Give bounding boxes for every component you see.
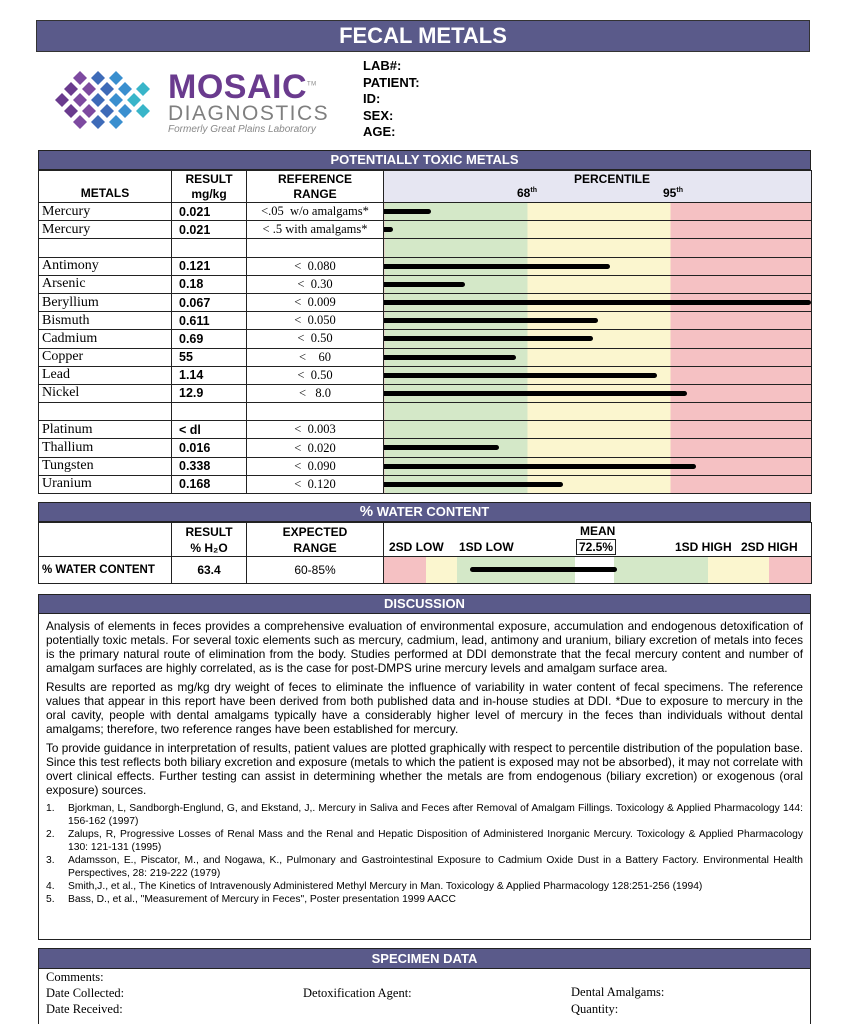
metal-reference: < 0.30 (247, 275, 384, 293)
p68-label: 68th (517, 186, 537, 200)
result-bar (384, 300, 811, 305)
result-bar (384, 391, 687, 396)
mean-label: MEAN (580, 524, 616, 538)
report-title: FECAL METALS (36, 20, 810, 52)
scale-1sd-low: 1SD LOW (459, 540, 514, 554)
metal-reference: <.05 w/o amalgams* (247, 203, 384, 221)
water-expected-header: EXPECTED RANGE (247, 523, 384, 557)
metal-reference: < .5 with amalgams* (247, 221, 384, 239)
result-bar (384, 336, 593, 341)
dental-amalgams-label: Dental Amalgams: (571, 985, 665, 999)
reference-item: 3. Adamsson, E., Piscator, M., and Nogawa, K., Pulmonary and Gastrointestinal Exposure to Cadmium Oxide Dust in a Battery Factory. Environmental Health Perspectives, 28: 219-222 (1979) (46, 855, 803, 879)
metal-reference: < 0.50 (247, 330, 384, 348)
metal-row (39, 203, 812, 221)
reference-item: 5. Bass, D., et al., "Measurement of Mercury in Feces", Poster presentation 1999 AACC (46, 894, 456, 905)
mosaic-diamond-icon (50, 68, 162, 138)
reference-item: 2. Zalups, R, Progressive Losses of Renal Mass and the Renal and Hepatic Disposition of Administered Inorganic Mercury. Toxicology & Applied Pharmacology 130: 121-131 (1995) (46, 829, 803, 853)
logo-diamond (73, 93, 87, 107)
patient-info (363, 58, 420, 141)
water-bar-cell (384, 557, 812, 584)
result-bar (384, 209, 431, 214)
logo-diamond (109, 93, 123, 107)
mean-value: 72.5% (576, 539, 616, 555)
reference-item: 4. Smith,J., et al., The Kinetics of Intravenously Administered Methyl Mercury in Man. Toxicology & Applied Pharmacology 128:251-256 (1994) (46, 881, 703, 892)
quantity-label: Quantity: (571, 1002, 619, 1016)
metal-name: Thallium (39, 439, 172, 457)
metal-name: Mercury (39, 203, 172, 221)
metal-result: 0.016 (172, 439, 247, 457)
metal-row (39, 475, 812, 493)
metal-row (39, 221, 812, 239)
water-content-section (38, 502, 811, 584)
scale-2sd-low: 2SD LOW (389, 540, 444, 554)
metal-reference: < 0.50 (247, 366, 384, 384)
percentile-bar-cell (384, 275, 812, 293)
mosaic-logo (50, 68, 330, 138)
metal-result: 0.18 (172, 275, 247, 293)
logo-diamond (91, 93, 105, 107)
patient-label: PATIENT: (363, 74, 420, 90)
metal-row (39, 348, 812, 366)
metal-row (39, 275, 812, 293)
percentile-bar-cell (384, 475, 812, 493)
metal-reference (247, 239, 384, 257)
reference-item: 1. Bjorkman, L, Sandborgh-Englund, G, and Ekstand, J,. Mercury in Saliva and Feces after Removal of Amalgam Fillings. Toxicology & Applied Pharmacology 144: 156-162 (1997) (46, 803, 803, 827)
metal-reference: < 0.080 (247, 257, 384, 275)
toxic-metals-section (38, 150, 811, 495)
metal-result: 0.021 (172, 203, 247, 221)
metal-row (39, 293, 812, 311)
reference-list (46, 802, 803, 906)
logo-diamond (91, 115, 105, 129)
metal-result: 12.9 (172, 384, 247, 402)
metal-reference: < 8.0 (247, 384, 384, 402)
reference-col-header: REFERENCE RANGE (247, 171, 384, 203)
water-result-header: RESULT % H₂O (172, 523, 247, 557)
metal-name (39, 239, 172, 257)
metal-name: Nickel (39, 384, 172, 402)
percentile-bar-cell (384, 457, 812, 475)
metal-name: Bismuth (39, 312, 172, 330)
metal-result: 1.14 (172, 366, 247, 384)
discussion-body (39, 614, 810, 906)
result-bar (384, 464, 696, 469)
metal-reference (247, 403, 384, 421)
logo-diamond (136, 104, 150, 118)
water-content-header: % WATER CONTENT (38, 502, 811, 522)
water-result: 63.4 (172, 557, 247, 584)
specimen-data-section (38, 948, 811, 1024)
percentile-bar-cell (384, 312, 812, 330)
p95-label: 95th (663, 186, 683, 200)
metal-result: 0.021 (172, 221, 247, 239)
metal-result: 0.69 (172, 330, 247, 348)
metal-reference: < 0.090 (247, 457, 384, 475)
metal-row (39, 330, 812, 348)
metal-name: Uranium (39, 475, 172, 493)
logo-diamond (118, 104, 132, 118)
percentile-bar-cell (384, 384, 812, 402)
metal-reference: < 60 (247, 348, 384, 366)
logo-diamond (73, 115, 87, 129)
result-bar (384, 227, 393, 232)
percentile-bar-cell (384, 221, 812, 239)
water-scale-header (384, 523, 812, 557)
metal-row (39, 366, 812, 384)
percentile-bar-cell (384, 439, 812, 457)
metal-row (39, 312, 812, 330)
discussion-paragraph-1: Analysis of elements in feces provides a comprehensive evaluation of environmental exposure, accumulation and endogenous detoxification of potentially toxic metals. For several toxic elements such as mercury, cadmium, lead, antimony and uranium, biliary excretion of metals into feces is the primary natural route of elimination from the body. Studies performed at DDI demonstrate that the fecal mercury content and number of amalgam surfaces are highly correlated, as is the case for post-DMPS urine mercury levels and amalgam surface area. (46, 619, 803, 675)
logo-diamond (100, 82, 114, 96)
metal-reference: < 0.050 (247, 312, 384, 330)
metal-name: Arsenic (39, 275, 172, 293)
spacer-row (39, 239, 812, 257)
metal-row (39, 457, 812, 475)
logo-diamond (82, 82, 96, 96)
metal-name: Cadmium (39, 330, 172, 348)
metal-row (39, 439, 812, 457)
metal-reference: < 0.120 (247, 475, 384, 493)
logo-diamond (64, 82, 78, 96)
logo-subtitle: DIAGNOSTICS (168, 102, 330, 125)
percentile-label: PERCENTILE (574, 172, 651, 186)
water-row-label: % WATER CONTENT (39, 557, 172, 584)
metal-name: Beryllium (39, 293, 172, 311)
logo-diamond (100, 104, 114, 118)
water-blank-cell (39, 523, 172, 557)
date-collected-label: Date Collected: (46, 986, 125, 1000)
age-label: AGE: (363, 124, 396, 139)
result-bar (384, 355, 516, 360)
metal-reference: < 0.009 (247, 293, 384, 311)
scale-2sd-high: 2SD HIGH (741, 540, 798, 554)
result-col-header: RESULT mg/kg (172, 171, 247, 203)
id-label: ID: (363, 91, 381, 106)
result-bar (384, 445, 499, 450)
metal-result: 55 (172, 348, 247, 366)
specimen-data-header: SPECIMEN DATA (39, 949, 810, 969)
result-bar (384, 264, 610, 269)
discussion-header: DISCUSSION (39, 595, 810, 614)
logo-diamond (109, 71, 123, 85)
lab-number-label: LAB#: (363, 58, 402, 73)
metal-result (172, 403, 247, 421)
date-received-label: Date Received: (46, 1002, 123, 1016)
logo-name: MOSAIC™ (168, 68, 317, 106)
water-content-table (38, 522, 812, 584)
water-header-row (39, 523, 812, 557)
percentile-bar-cell (384, 257, 812, 275)
metal-name: Mercury (39, 221, 172, 239)
metal-result: 0.338 (172, 457, 247, 475)
metals-col-header: METALS (39, 171, 172, 203)
percentile-bar-cell (384, 203, 812, 221)
metal-name (39, 403, 172, 421)
metal-reference: < 0.003 (247, 421, 384, 439)
percentile-bar-cell (384, 239, 812, 257)
metal-result: < dl (172, 421, 247, 439)
discussion-paragraph-3: To provide guidance in interpretation of results, patient values are plotted graphically with respect to percentile distribution of the population base. Since this test reflects both biliary excretion and exposure (metals to which the patient is exposed may not be absorbed), it may not correlate with overt clinical effects. Further testing can assist in determining whether the metals are from endogenous (biliary excretion) or exogenous (oral exposure) sources. (46, 741, 803, 797)
metal-result: 0.067 (172, 293, 247, 311)
water-expected: 60-85% (247, 557, 384, 584)
discussion-section (38, 594, 811, 940)
metal-row (39, 384, 812, 402)
logo-diamond (109, 115, 123, 129)
comments-label: Comments: (46, 970, 104, 984)
metal-row (39, 257, 812, 275)
metal-result: 0.121 (172, 257, 247, 275)
percentile-bar-cell (384, 293, 812, 311)
result-bar (384, 373, 657, 378)
metal-name: Lead (39, 366, 172, 384)
metal-reference: < 0.020 (247, 439, 384, 457)
result-bar (384, 282, 465, 287)
scale-1sd-high: 1SD HIGH (675, 540, 732, 554)
percentile-bar-cell (384, 403, 812, 421)
percentile-bar-cell (384, 348, 812, 366)
toxic-metals-header: POTENTIALLY TOXIC METALS (38, 150, 811, 170)
toxic-metals-table (38, 170, 812, 494)
metal-result: 0.168 (172, 475, 247, 493)
discussion-paragraph-2: Results are reported as mg/kg dry weight of feces to eliminate the influence of variability in water content of fecal specimens. The reference values that appear in this report have been derived from both published data and in-house studies at DDI. *Due to exposure to mercury in the oral cavity, people with dental amalgams typically have a considerably higher level of mercury in the feces than individuals without dental amalgams; therefore, two reference ranges have been established for mercury. (46, 680, 803, 736)
water-data-row (39, 557, 812, 584)
logo-diamond (127, 93, 141, 107)
water-result-bar (470, 567, 617, 572)
result-bar (384, 318, 598, 323)
logo-diamond (118, 82, 132, 96)
spacer-row (39, 403, 812, 421)
percentile-col-header (384, 171, 812, 203)
metal-name: Copper (39, 348, 172, 366)
toxic-header-row (39, 171, 812, 203)
metal-name: Antimony (39, 257, 172, 275)
logo-diamond (73, 71, 87, 85)
sex-label: SEX: (363, 107, 394, 123)
metal-name: Tungsten (39, 457, 172, 475)
metal-row (39, 421, 812, 439)
metal-result (172, 239, 247, 257)
logo-tagline: Formerly Great Plains Laboratory (168, 124, 316, 135)
percentile-bar-cell (384, 421, 812, 439)
percentile-bar-cell (384, 330, 812, 348)
logo-diamond (136, 82, 150, 96)
percentile-bar-cell (384, 366, 812, 384)
logo-diamond (91, 71, 105, 85)
metal-name: Platinum (39, 421, 172, 439)
metal-result: 0.611 (172, 312, 247, 330)
logo-diamond (82, 104, 96, 118)
logo-diamond (55, 93, 69, 107)
detox-agent-label: Detoxification Agent: (303, 986, 412, 1000)
result-bar (384, 482, 563, 487)
logo-diamond (64, 104, 78, 118)
